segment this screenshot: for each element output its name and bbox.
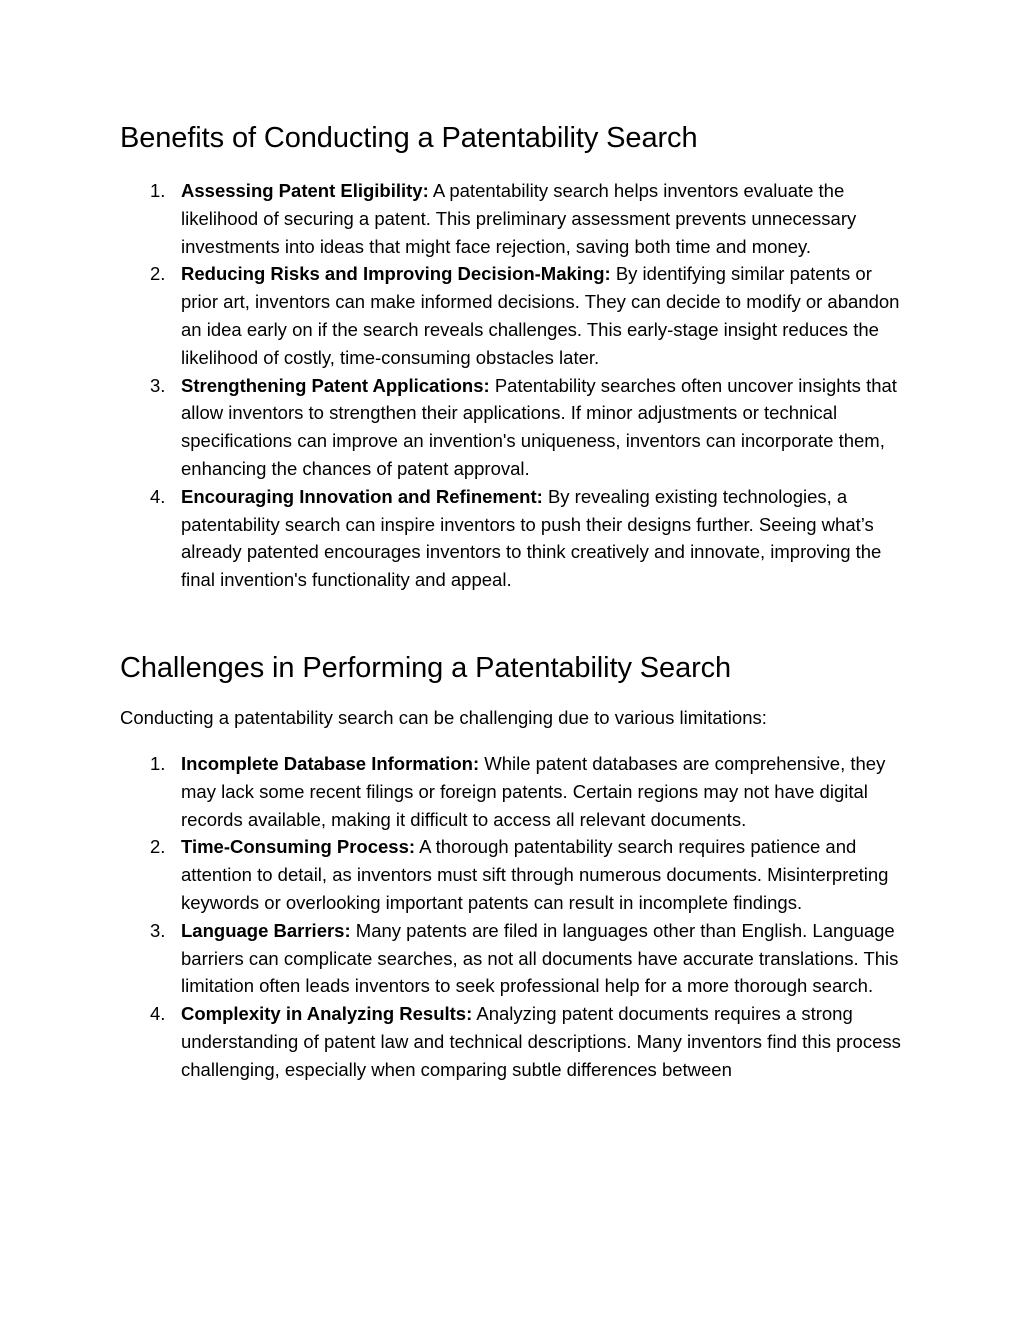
list-number: 2. [150, 263, 166, 285]
item-text: Many patents are filed in languages other than English. Language barriers can complicate searches, as not all documents have accurate translations. This limitation often leads inventors to seek professional help for a more thorough search. [181, 919, 899, 997]
item-title: Incomplete Database Information: [181, 753, 480, 774]
list-item [0, 483, 909, 594]
list-number: 4. [150, 485, 166, 507]
list-number: 4. [150, 1003, 166, 1025]
item-text: By revealing existing technologies, a patentability search can inspire inventors to push their designs further. Seeing what’s already patented encourages inventors to think creatively and innovate, improving the final invention's functionality and appeal. [181, 485, 882, 591]
list-number: 3. [150, 919, 166, 941]
list-number: 2. [150, 836, 166, 858]
item-text: A patentability search helps inventors evaluate the likelihood of securing a patent. This preliminary assessment prevents unnecessary investments into ideas that might face rejection, saving both time and money. [181, 180, 857, 257]
item-title: Reducing Risks and Improving Decision-Making: [181, 263, 611, 285]
item-title: Strengthening Patent Applications: [181, 374, 490, 396]
challenges-list [0, 750, 909, 1084]
benefits-heading: Benefits of Conducting a Patentability Search [120, 122, 698, 154]
list-number: 3. [150, 374, 166, 396]
item-title: Language Barriers: [181, 919, 351, 941]
item-text: A thorough patentability search requires patience and attention to detail, as inventors must sift through numerous documents. Misinterpreting keywords or overlooking important patents can result in incomplete findings. [181, 836, 889, 913]
item-title: Encouraging Innovation and Refinement: [181, 485, 543, 507]
list-number: 1. [150, 180, 166, 201]
list-number: 1. [150, 753, 166, 774]
list-item [0, 750, 909, 833]
list-item [0, 372, 909, 483]
benefits-list [0, 177, 909, 594]
list-item [0, 917, 909, 1000]
list-item [0, 260, 909, 371]
item-text: By identifying similar patents or prior art, inventors can make informed decisions. They can decide to modify or abandon an idea early on if the search reveals challenges. This early-stage insight reduces the likelihood of costly, time-consuming obstacles later. [181, 263, 900, 368]
challenges-intro: Conducting a patentability search can be challenging due to various limitations: [120, 707, 767, 728]
list-item [0, 1000, 909, 1083]
list-item [0, 833, 909, 916]
item-text: While patent databases are comprehensive, they may lack some recent filings or foreign patents. Certain regions may not have digital records available, making it difficult to access all relevant documents. [181, 753, 886, 830]
item-title: Complexity in Analyzing Results: [181, 1003, 473, 1025]
item-text: Patentability searches often uncover insights that allow inventors to strengthen their applications. If minor adjustments or technical specifications can improve an invention's uniqueness, inventors can incorporate them, enhancing the chances of patent approval. [181, 374, 897, 479]
challenges-heading: Challenges in Performing a Patentability Search [120, 652, 732, 684]
item-title: Time-Consuming Process: [181, 836, 416, 858]
item-text: Analyzing patent documents requires a strong understanding of patent law and technical descriptions. Many inventors find this process challenging, especially when comparing subtle differences between [181, 1003, 901, 1080]
list-item [0, 177, 909, 260]
item-title: Assessing Patent Eligibility: [181, 180, 429, 201]
